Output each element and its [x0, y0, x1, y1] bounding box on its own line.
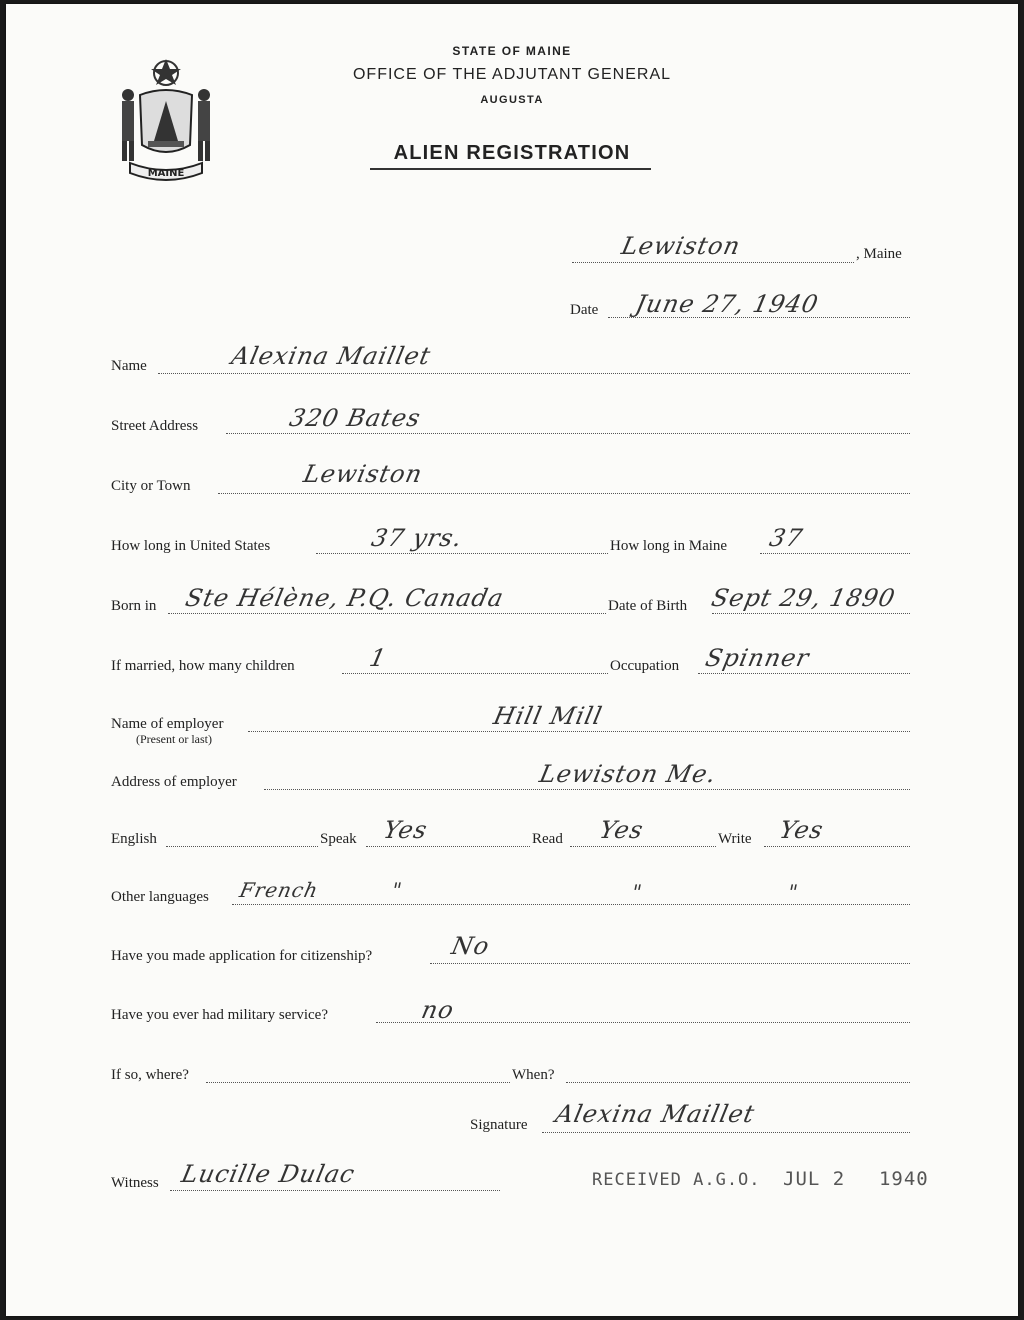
- how-long-maine-label: How long in Maine: [610, 538, 728, 554]
- write-value: Yes: [777, 816, 827, 844]
- received-stamp: [592, 1168, 929, 1190]
- where-dots: [206, 1082, 510, 1083]
- header-state: STATE OF MAINE: [452, 44, 572, 58]
- street-dots: [226, 433, 910, 434]
- read-dots: [570, 846, 716, 847]
- title-underline: [370, 168, 651, 170]
- speak-label: Speak: [320, 831, 357, 847]
- ditto-mark-speak: ": [389, 878, 405, 902]
- street-value: 320 Bates: [287, 404, 424, 432]
- dob-value: Sept 29, 1890: [709, 584, 899, 612]
- how-long-us-label: How long in United States: [111, 538, 271, 554]
- children-label: If married, how many children: [111, 658, 295, 674]
- signature-label: Signature: [470, 1117, 528, 1133]
- when-label: When?: [512, 1067, 555, 1083]
- stamp-date: JUL 2: [783, 1168, 846, 1190]
- street-label: Street Address: [111, 418, 199, 434]
- employer-value: Hill Mill: [491, 702, 606, 730]
- children-value: 1: [367, 644, 390, 672]
- military-label: Have you ever had military service?: [111, 1007, 328, 1023]
- signature-value: Alexina Maillet: [553, 1100, 758, 1128]
- dob-label: Date of Birth: [608, 598, 688, 614]
- stamp-year: 1940: [878, 1168, 929, 1190]
- header-city: AUGUSTA: [480, 94, 544, 106]
- write-dots: [764, 846, 910, 847]
- city-dots: [218, 493, 910, 494]
- speak-dots: [366, 846, 530, 847]
- employer-address-label: Address of employer: [111, 774, 237, 790]
- maine-label: , Maine: [856, 246, 902, 262]
- employer-address-value: Lewiston Me.: [537, 760, 720, 788]
- occupation-dots: [698, 673, 910, 674]
- name-value: Alexina Maillet: [229, 342, 434, 370]
- occupation-label: Occupation: [610, 658, 680, 674]
- town-value: Lewiston: [619, 232, 744, 260]
- employer-label: Name of employer: [111, 716, 224, 732]
- date-label: Date: [570, 302, 599, 318]
- employer-dots: [248, 731, 910, 732]
- write-label: Write: [718, 831, 752, 847]
- name-dots: [158, 373, 910, 374]
- when-dots: [566, 1082, 910, 1083]
- dob-dots: [712, 613, 910, 614]
- name-label: Name: [111, 358, 147, 374]
- seal-label: MAINE: [147, 168, 185, 179]
- other-languages-label: Other languages: [111, 889, 209, 905]
- english-dots: [166, 846, 318, 847]
- military-dots: [376, 1022, 910, 1023]
- how-long-us-value: 37 yrs.: [369, 524, 466, 552]
- other-languages-dots: [232, 904, 910, 905]
- signature-dots: [542, 1132, 910, 1133]
- city-value: Lewiston: [301, 460, 426, 488]
- witness-label: Witness: [111, 1175, 159, 1191]
- how-long-maine-value: 37: [767, 524, 806, 552]
- employer-note: (Present or last): [136, 732, 212, 746]
- ditto-mark-read: ": [629, 880, 645, 904]
- born-in-label: Born in: [111, 598, 157, 614]
- date-value: June 27, 1940: [633, 290, 822, 318]
- military-value: no: [419, 996, 457, 1024]
- form-title: ALIEN REGISTRATION: [393, 142, 631, 164]
- speak-value: Yes: [381, 816, 431, 844]
- town-dots: [572, 262, 854, 263]
- citizenship-dots: [430, 963, 910, 964]
- read-value: Yes: [597, 816, 647, 844]
- witness-dots: [170, 1190, 500, 1191]
- english-label: English: [111, 831, 157, 847]
- header-office: OFFICE OF THE ADJUTANT GENERAL: [352, 66, 672, 83]
- employer-address-dots: [264, 789, 910, 790]
- born-in-dots: [168, 613, 606, 614]
- how-long-us-dots: [316, 553, 608, 554]
- read-label: Read: [532, 831, 563, 847]
- occupation-value: Spinner: [703, 644, 813, 672]
- stamp-received: RECEIVED A.G.O.: [592, 1170, 761, 1190]
- citizenship-value: No: [449, 932, 493, 960]
- ditto-mark-write: ": [785, 880, 801, 904]
- born-in-value: Ste Hélène, P.Q. Canada: [183, 584, 507, 612]
- city-label: City or Town: [111, 478, 191, 494]
- witness-value: Lucille Dulac: [179, 1160, 358, 1188]
- how-long-maine-dots: [760, 553, 910, 554]
- other-languages-value: French: [237, 878, 321, 902]
- citizenship-label: Have you made application for citizenship?: [111, 948, 373, 964]
- children-dots: [342, 673, 608, 674]
- if-so-where-label: If so, where?: [111, 1067, 189, 1083]
